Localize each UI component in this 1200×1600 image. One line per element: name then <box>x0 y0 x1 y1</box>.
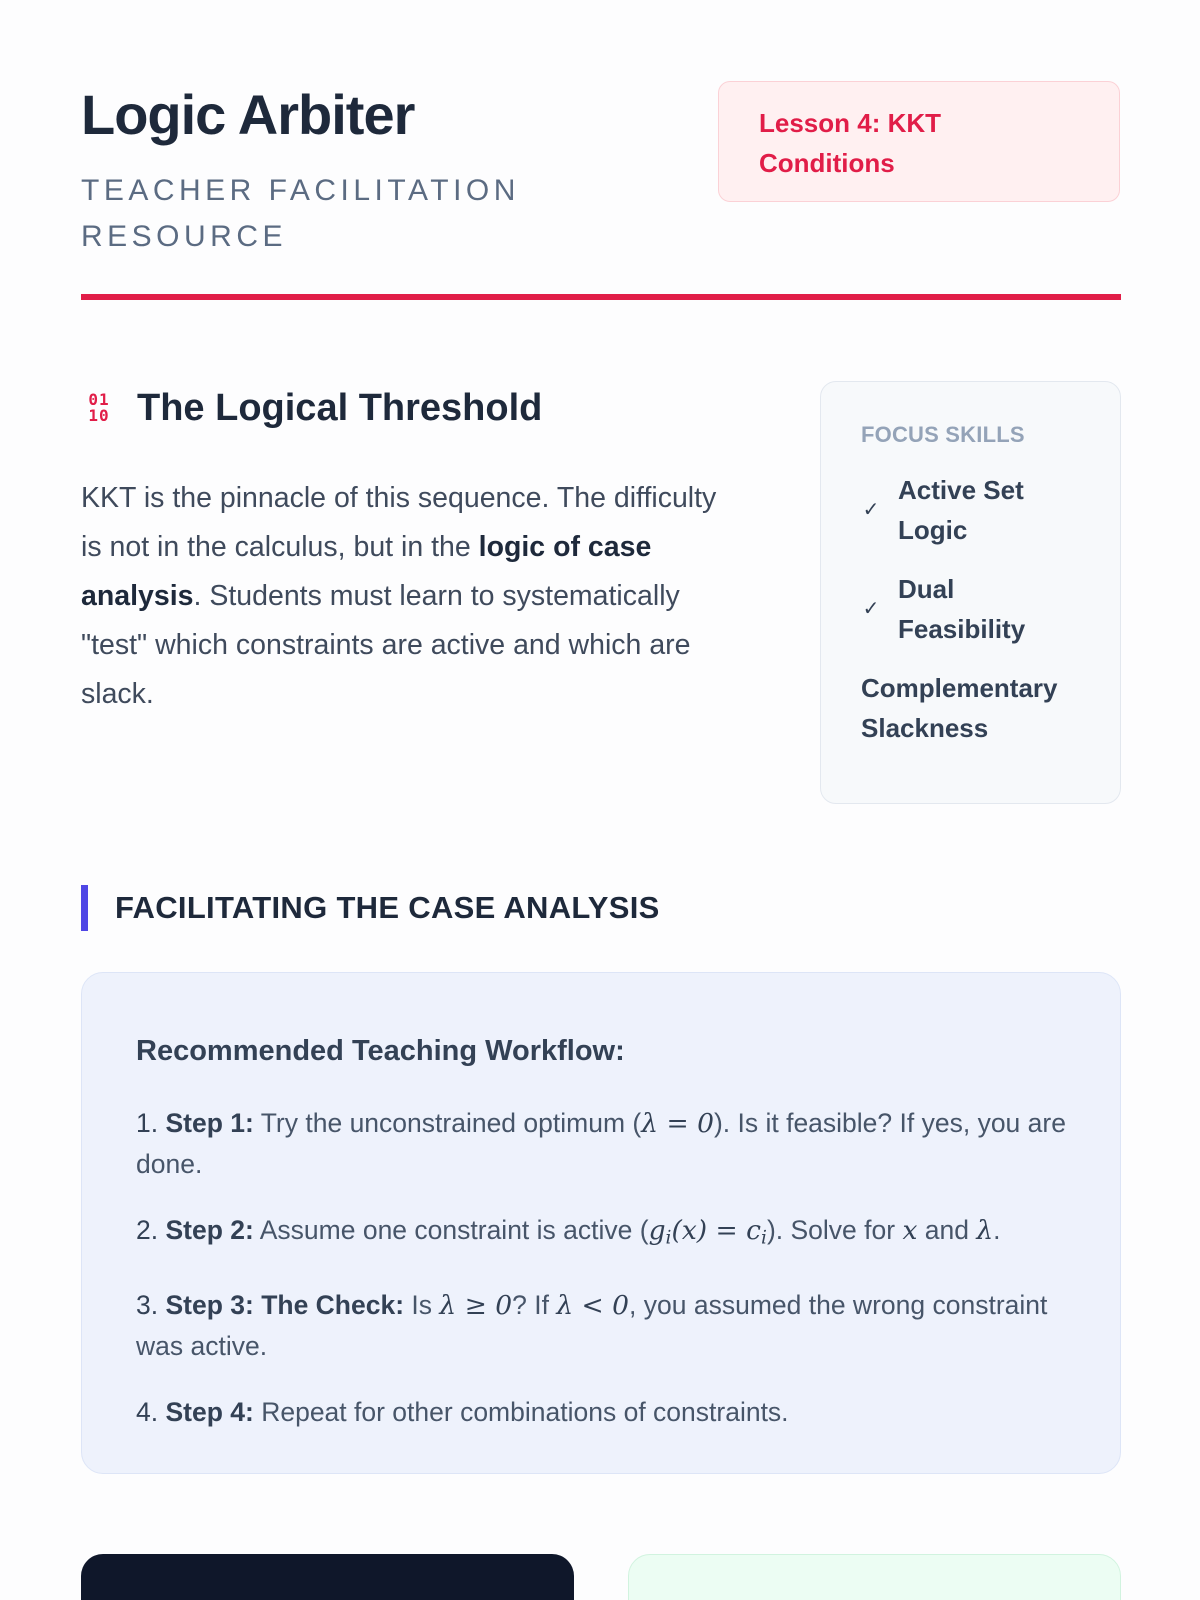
green-info-card <box>628 1554 1121 1600</box>
page-subtitle: TEACHER FACILITATION RESOURCE <box>81 174 520 253</box>
skill-item <box>861 470 1120 550</box>
header-divider <box>81 294 1121 300</box>
step-text: Try the unconstrained optimum ( <box>253 1108 642 1138</box>
workflow-step-4 <box>136 1392 1066 1432</box>
step-text: Repeat for other combinations of constraints. <box>253 1396 789 1427</box>
math-expression: λ ≥ 0 <box>439 1289 513 1321</box>
math-expression: λ = 0 <box>641 1108 714 1139</box>
step-label: Step 2: <box>165 1215 254 1245</box>
binary-icon-bottom: 10 <box>88 406 110 425</box>
step-text: , you assumed the wrong constraint was active. <box>136 1289 1048 1361</box>
focus-skills-card <box>820 381 1121 804</box>
page-title: Logic Arbiter <box>81 83 415 146</box>
lesson-badge: Lesson 4: KKT Conditions <box>718 81 1120 202</box>
intro-title: The Logical Threshold <box>137 386 543 429</box>
step-label: Step 1: <box>165 1108 254 1138</box>
binary-icon-top: 01 <box>88 390 110 409</box>
step-number: 3. <box>136 1289 159 1320</box>
step-text: ? If <box>512 1289 557 1320</box>
step-text: Is <box>404 1289 440 1320</box>
case-analysis-title: FACILITATING THE CASE ANALYSIS <box>115 890 660 925</box>
skill-label: Active Set Logic <box>898 475 1024 545</box>
accent-bar <box>81 885 88 931</box>
math-expression: x <box>902 1215 918 1246</box>
case-analysis-heading <box>81 885 660 931</box>
dark-info-card <box>81 1554 574 1600</box>
step-text: . <box>993 1215 1001 1245</box>
skill-label: Dual Feasibility <box>898 574 1026 644</box>
check-icon: ✓ <box>862 499 880 521</box>
step-text: and <box>917 1215 977 1245</box>
step-label: Step 3: The Check: <box>165 1289 405 1320</box>
skill-item <box>861 569 1120 649</box>
intro-heading <box>81 380 542 436</box>
step-number: 2. <box>136 1215 159 1245</box>
intro-text-bold: logic of case analysis <box>81 531 652 612</box>
workflow-title: Recommended Teaching Workflow: <box>136 1035 625 1067</box>
skill-item <box>861 668 1120 748</box>
step-number: 4. <box>136 1396 159 1427</box>
step-number: 1. <box>136 1108 159 1138</box>
skill-label: Complementary Slackness <box>861 673 1058 743</box>
math-expression: λ < 0 <box>556 1289 630 1321</box>
step-text: ). Is it feasible? If yes, you are done. <box>136 1108 1066 1179</box>
workflow-step-2 <box>136 1210 1066 1259</box>
binary-icon <box>81 388 117 428</box>
workflow-step-1 <box>136 1103 1066 1184</box>
intro-text-1: KKT is the pinnacle of this sequence. The difficulty is not in the calculus, but in the <box>81 482 717 563</box>
workflow-step-3 <box>136 1285 1066 1366</box>
check-icon: ✓ <box>862 598 880 620</box>
intro-text-2: . Students must learn to systematically "test" which constraints are active and which are slack. <box>81 580 691 710</box>
focus-skills-label: FOCUS SKILLS <box>861 422 1025 447</box>
step-label: Step 4: <box>165 1396 254 1427</box>
math-expression: λ <box>976 1215 994 1246</box>
intro-paragraph <box>81 474 741 719</box>
workflow-card <box>81 972 1121 1474</box>
step-text: Assume one constraint is active ( <box>253 1215 649 1245</box>
step-text: ). Solve for <box>766 1215 903 1245</box>
math-expression: $g_i(x) = c_i$ <box>648 1215 767 1249</box>
